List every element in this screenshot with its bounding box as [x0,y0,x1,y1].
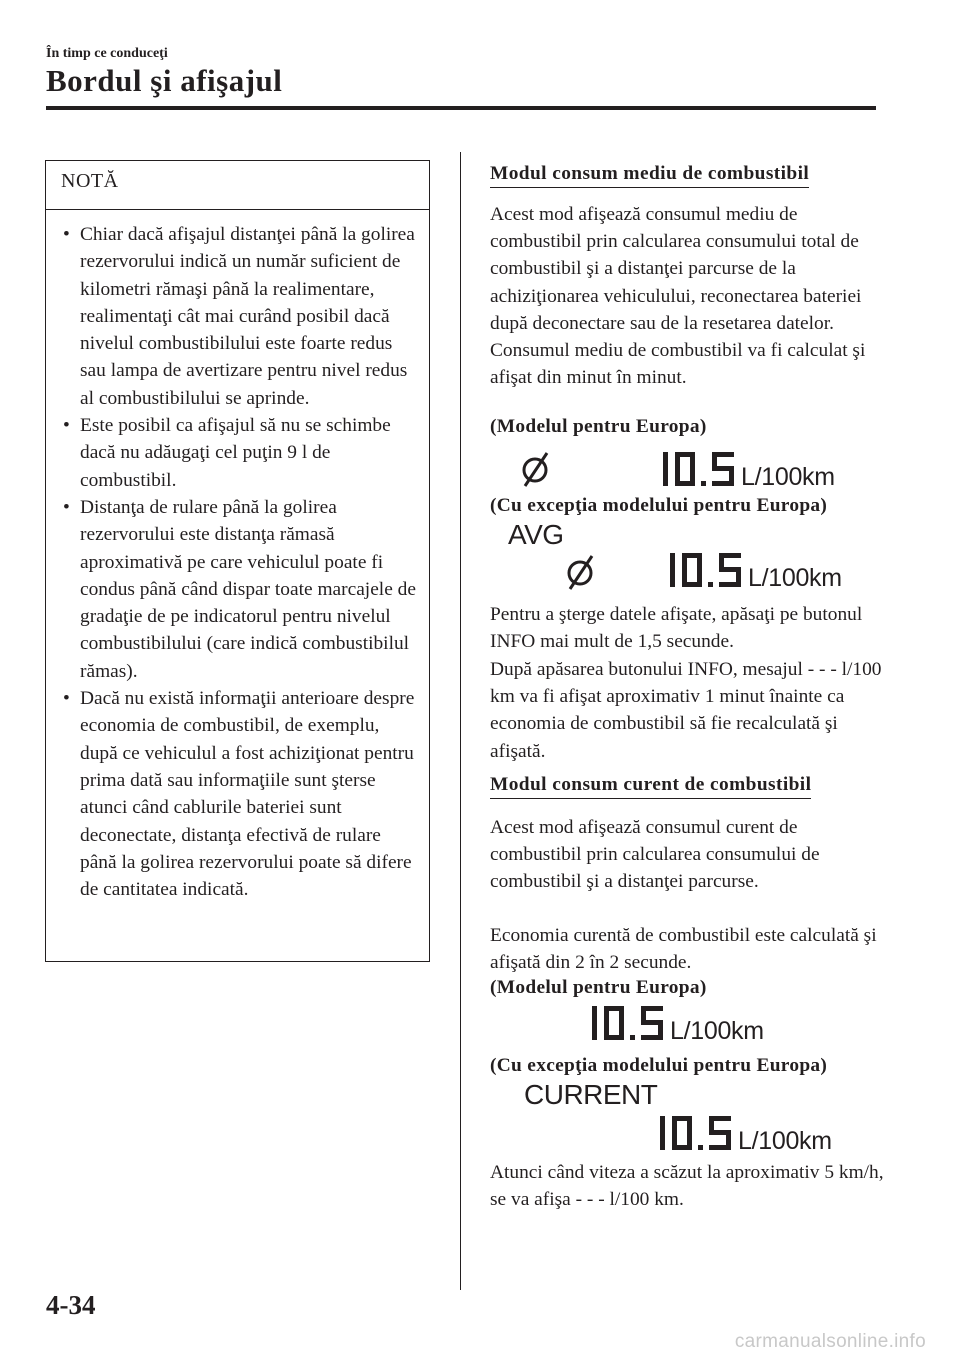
avg-display-non-europe [505,517,870,597]
current-low-speed-text: Atunci când viteza a scăzut la aproximativ 5 km/h, se va afişa - - - l/100 km. [490,1162,884,1211]
current-symbol: CURRENT [524,1079,658,1110]
note-item-text: Chiar dacă afişajul distanţei până la golirea rezervorului indică un număr suficient de kilometri rămaşi până la realimentare, realimentaţi cât mai curând posibil dacă nivelul combustibilului este foarte redus sau lampa de avertizare pentru nivel redus al combustibilului se aprinde. [80,224,415,409]
unit-label: L/100km [738,1127,832,1155]
bullet-icon: • [63,415,70,437]
current-mode-description: Acest mod afişează consumul curent de combustibil prin calcularea consumului de combustibil şi a distanţei parcurse. [490,817,820,893]
column-divider [460,152,461,1290]
segment-digits [660,1116,731,1150]
page-number: 4-34 [46,1290,96,1320]
average-symbol-icon [524,453,547,486]
note-list [46,210,429,903]
segment-digits [670,553,741,587]
note-item [60,412,421,494]
bullet-icon: • [63,496,70,518]
note-box [45,160,430,962]
segment-digits [592,1006,663,1040]
current-display-non-europe [520,1075,860,1160]
unit-label: L/100km [748,564,842,592]
note-item [60,685,421,903]
avg-reset-text: Pentru a şterge datele afişate, apăsaţi pe butonul INFO mai mult de 1,5 secunde. [490,604,863,653]
avg-symbol: AVG [508,519,564,550]
segment-digits [663,452,734,486]
title-rule [46,106,876,110]
unit-label: L/100km [741,463,835,491]
current-display-europe [580,1000,790,1050]
watermark: carmanualsonline.info [734,1331,926,1352]
avg-mode-description: Acest mod afişează consumul mediu de combustibil prin calcularea consumului total de combustibil şi a distanţei parcurse de la achiziţionarea vehiculului, reconectarea bateriei după deconectare sau de la resetarea datelor. Consumul mediu de combustibil va fi calculat şi afişat din minut în minut. [490,204,866,389]
note-heading: NOTĂ [46,161,429,210]
current-label-europe: (Modelul pentru Europa) [490,977,707,998]
avg-mode-heading: Modul consum mediu de combustibil [490,163,809,188]
avg-after-text: După apăsarea butonului INFO, mesajul - - - l/100 km va fi afişat aproximativ 1 minut înainte ca economia de combustibil să fie recalculată şi afişată. [490,659,882,762]
bullet-icon: • [63,688,70,710]
note-item-text: Dacă nu există informaţii anterioare despre economia de combustibil, de exemplu, după ce vehiculul a fost achiziţionat pentru prima dată sau informaţiile sunt şterse atunci când cablurile bateriei sunt deconectate, distanţa efectivă de rulare până la golirea rezervorului poate să difere de cantitatea indicată. [80,688,415,901]
avg-label-europe: (Modelul pentru Europa) [490,416,707,437]
page-title: Bordul şi afişajul [46,63,283,98]
note-item [60,494,421,685]
note-item-text: Distanţa de rulare până la golirea rezervorului este distanţa rămasă aproximativă pe care vehiculul poate fi condus până când dispar toate marcajele de gradaţie de pe indicatorul pentru nivelul combustibilului (care indică combustibilul rămas). [80,496,416,682]
unit-label: L/100km [670,1017,764,1045]
current-label-non-europe: (Cu excepţia modelului pentru Europa) [490,1055,828,1076]
current-update-text: Economia curentă de combustibil este calculată şi afişată din 2 în 2 secunde. [490,925,877,974]
section-kicker: În timp ce conduceţi [46,46,168,61]
bullet-icon: • [63,224,70,245]
note-item-text: Este posibil ca afişajul să nu se schimbe dacă nu adăugaţi cel puţin 9 l de combustibil. [80,415,391,491]
average-symbol-icon [569,556,592,589]
avg-display-europe [505,444,850,496]
note-item [60,221,421,412]
avg-label-non-europe: (Cu excepţia modelului pentru Europa) [490,495,828,516]
current-mode-heading: Modul consum curent de combustibil [490,774,811,799]
